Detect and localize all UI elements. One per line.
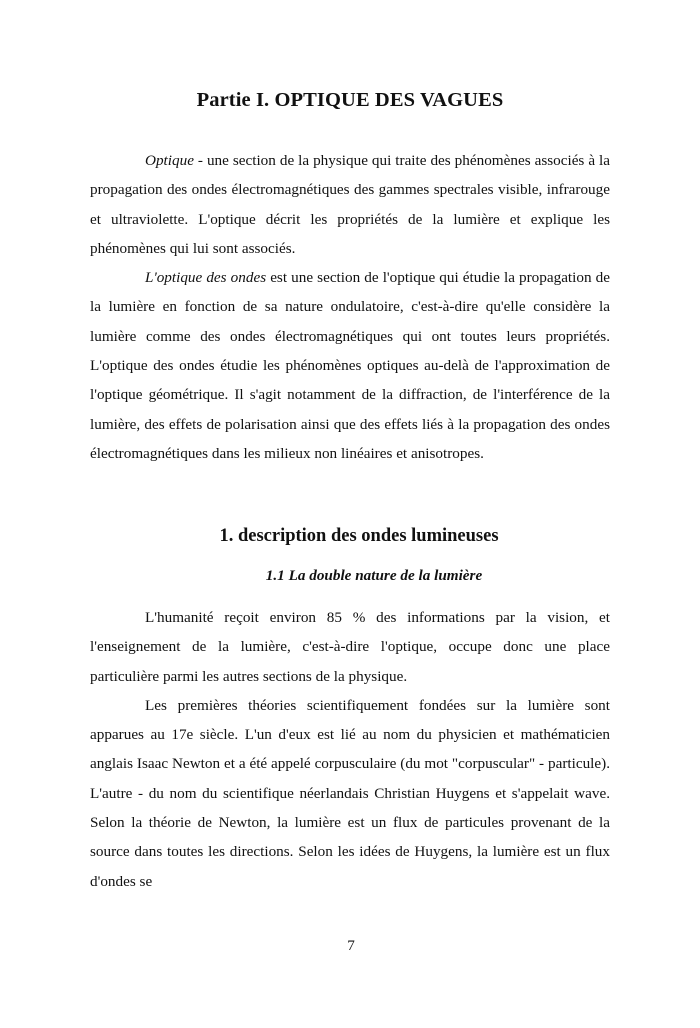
paragraph-optique-des-ondes [90,263,610,468]
term-optique: Optique [145,152,194,169]
page-number: 7 [347,937,355,954]
section-text-block [90,603,610,896]
paragraph-theories-history: Les premières théories scientifiquement fondées sur la lumière sont apparues au 17e siècle. L'un d'eux est lié au nom du physicien et mathématicien anglais Isaac Newton et a été appelé corpusculaire (du mot "corpuscular" - particule). L'autre - du nom du scientifique néerlandais Christian Huygens et s'appelait wave. Selon la théorie de Newton, la lumière est un flux de particules provenant de la source dans toutes les directions. Selon les idées de Huygens, la lumière est un flux d'ondes se [90,696,610,890]
intro-text-block [90,146,610,468]
paragraph-optique-definition [90,146,610,263]
paragraph-text: est une section de l'optique qui étudie la propagation de la lumière en fonction de sa nature ondulatoire, c'est-à-dire qu'elle considère la lumière comme des ondes électromagnétiques qui ont toutes leurs propriétés. L'optique des ondes étudie les phénomènes optiques au-delà de l'approximation de l'optique géométrique. Il s'agit notamment de la diffraction, de l'interférence de la lumière, des effets de polarisation ainsi que des effets liés à la propagation des ondes électromagnétiques dans les milieux non linéaires et anisotropes. [90,269,610,462]
part-title: Partie I. OPTIQUE DES VAGUES [196,89,504,111]
section-heading: 1. description des ondes lumineuses [219,526,499,546]
subsection-heading: 1.1 La double nature de la lumière [265,567,483,584]
paragraph-information-vision: L'humanité reçoit environ 85 % des informations par la vision, et l'enseignement de la lumière, c'est-à-dire l'optique, occupe donc une place particulière parmi les autres sections de la physique. [90,609,610,685]
term-optique-des-ondes: L'optique des ondes [145,269,267,287]
paragraph-text: - une section de la physique qui traite des phénomènes associés à la propagation des ondes électromagnétiques des gammes spectrales visible, infrarouge et ultraviolette. L'optique décrit les propriétés de la lumière et explique les phénomènes qui lui sont associés. [90,152,610,257]
